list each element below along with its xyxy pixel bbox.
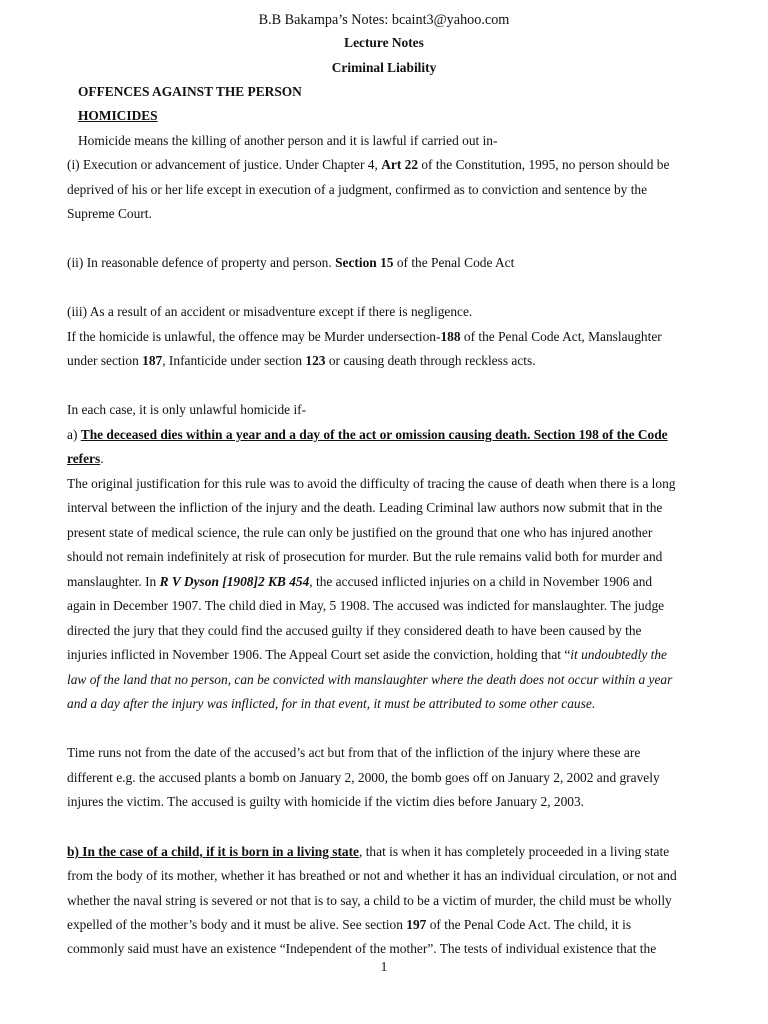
p6-line3: injures the victim. The accused is guilty with homicide if the victim dies before January 2, 2003. bbox=[67, 794, 585, 809]
p4-line3: refers. bbox=[67, 451, 104, 466]
p4-line2: a) The deceased dies within a year and a day of the act or omission causing death. Section 198 of the Code bbox=[67, 427, 668, 442]
header-lecture-notes: Lecture Notes bbox=[344, 35, 424, 50]
p7-line3: whether the naval string is severed or not that is to say, a child to be a victim of murder, the child must be wholly bbox=[67, 893, 672, 908]
p3-line2: If the homicide is unlawful, the offence may be Murder undersection-188 of the Penal Code Act, Manslaughter bbox=[67, 329, 662, 344]
p2-line: (ii) In reasonable defence of property and person. Section 15 of the Penal Code Act bbox=[67, 255, 515, 270]
header-author-line: B.B Bakampa’s Notes: bcaint3@yahoo.com bbox=[258, 12, 510, 28]
header-criminal-liability: Criminal Liability bbox=[331, 60, 437, 75]
p3-line3: under section 187, Infanticide under section 123 or causing death through reckless acts. bbox=[67, 353, 536, 368]
p3-line1: (iii) As a result of an accident or misadventure except if there is negligence. bbox=[67, 304, 473, 319]
p7-line2: from the body of its mother, whether it has breathed or not and whether it has an individual circulation, or not and bbox=[67, 868, 677, 883]
section-subheading: HOMICIDES bbox=[78, 108, 158, 123]
p6-line2: different e.g. the accused plants a bomb on January 2, 2000, the bomb goes off on January 2, 2002 and gravely bbox=[67, 770, 660, 785]
p1-line1: (i) Execution or advancement of justice. Under Chapter 4, Art 22 of the Constitution, 1995, no person should be bbox=[67, 157, 670, 172]
p5-line9: law of the land that no person, can be convicted with manslaughter where the death does not occur within a year bbox=[67, 672, 673, 687]
p5-line10: and a day after the injury was inflicted, for in that event, it must be attributed to some other cause. bbox=[67, 696, 596, 711]
p1-line2: deprived of his or her life except in execution of a judgment, confirmed as to conviction and sentence by the bbox=[67, 182, 648, 197]
p5-line8: injuries inflicted in November 1906. The Appeal Court set aside the conviction, holding that “it undoubtedly the bbox=[67, 647, 667, 662]
p5-line6: again in December 1907. The child died in May, 5 1908. The accused was indicted for manslaughter. The judge bbox=[67, 598, 665, 613]
p5-line4: should not remain indefinitely at risk of prosecution for murder. But the rule remains valid both for murder and bbox=[67, 549, 663, 564]
p7-line1: b) In the case of a child, if it is born in a living state, that is when it has completely proceeded in a living state bbox=[67, 844, 670, 859]
p7-line4: expelled of the mother’s body and it must be alive. See section 197 of the Penal Code Act. The child, it is bbox=[67, 917, 632, 932]
p1-line3: Supreme Court. bbox=[67, 206, 152, 221]
p5-line1: The original justification for this rule was to avoid the difficulty of tracing the cause of death when there is a long bbox=[67, 476, 676, 491]
p5-line5: manslaughter. In R V Dyson [1908]2 KB 454, the accused inflicted injuries on a child in November 1906 and bbox=[67, 574, 653, 589]
p6-line1: Time runs not from the date of the accused’s act but from that of the infliction of the injury where these are bbox=[67, 745, 641, 760]
intro-line: Homicide means the killing of another person and it is lawful if carried out in- bbox=[78, 133, 498, 148]
p5-line2: interval between the infliction of the injury and the death. Leading Criminal law authors now submit that in the bbox=[67, 500, 663, 515]
p5-line7: directed the jury that they could find the accused guilty if they considered death to have been caused by the bbox=[67, 623, 642, 638]
p7-line5: commonly said must have an existence “Independent of the mother”. The tests of individual existence that the bbox=[67, 941, 657, 956]
p4-line1: In each case, it is only unlawful homicide if- bbox=[67, 402, 307, 417]
section-heading: OFFENCES AGAINST THE PERSON bbox=[78, 84, 302, 99]
page-number: 1 bbox=[380, 959, 388, 974]
p5-line3: present state of medical science, the rule can only be justified on the ground that one who has injured another bbox=[67, 525, 653, 540]
